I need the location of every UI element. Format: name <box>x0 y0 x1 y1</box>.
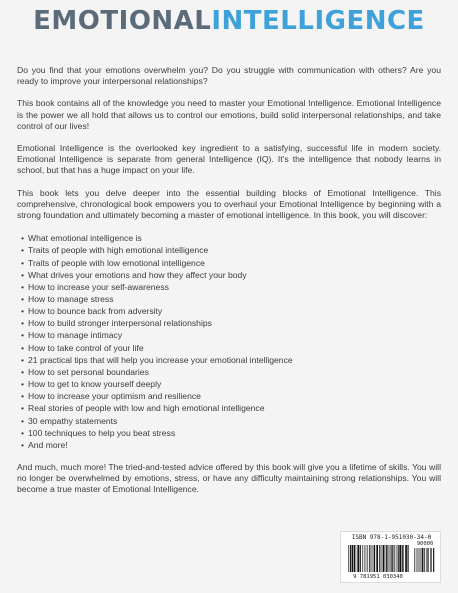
barcode-bar <box>356 545 357 572</box>
topic-list-item: • How to build stronger interpersonal relationships <box>21 317 441 329</box>
barcode-bar <box>372 545 373 572</box>
barcode-bar <box>350 545 351 572</box>
book-contents-paragraph: This book contains all of the knowledge you need to master your Emotional Intelligence. Emotional Intelligence is the power we all hold that allows us to control our emotions, build solid interpersonal relationships, and take control of our lives! <box>17 98 441 131</box>
topic-list-item: • How to increase your optimism and resilience <box>21 390 441 402</box>
barcode-bar <box>374 545 375 572</box>
topic-list <box>17 232 441 451</box>
barcode-bar <box>396 545 397 572</box>
topic-list-item: • How to set personal boundaries <box>21 366 441 378</box>
barcode-bar <box>389 545 390 572</box>
isbn-barcode <box>340 531 441 583</box>
barcode-bar <box>383 545 385 572</box>
barcode-bar <box>419 548 420 572</box>
barcode-bar <box>402 545 403 572</box>
topic-list-item: • 100 techniques to help you beat stress <box>21 427 441 439</box>
topic-list-item: • How to bounce back from adversity <box>21 305 441 317</box>
barcode-bar <box>392 545 393 572</box>
barcode-bar <box>430 548 431 572</box>
barcode-bar <box>360 545 361 572</box>
barcode-bar <box>414 548 415 572</box>
barcode-bar <box>348 545 349 572</box>
barcode-bars <box>348 545 410 572</box>
topic-list-item: • Traits of people with low emotional intelligence <box>21 257 441 269</box>
title-word-intelligence: INTELLIGENCE <box>211 6 425 36</box>
barcode-bar <box>390 545 391 572</box>
barcode-bar <box>433 548 434 572</box>
barcode-bar <box>373 545 374 572</box>
barcode-addon-bars <box>414 548 436 572</box>
topic-list-item: • Real stories of people with low and high emotional intelligence <box>21 402 441 414</box>
topic-list-item: • 30 empathy statements <box>21 415 441 427</box>
barcode-bar <box>405 545 407 572</box>
barcode-bar <box>431 548 432 572</box>
barcode-bar <box>362 545 363 572</box>
barcode-bar <box>379 545 380 572</box>
barcode-bar <box>354 545 355 572</box>
barcode-bar <box>387 545 388 572</box>
barcode-bar <box>367 545 368 572</box>
barcode-bar <box>424 548 425 572</box>
topic-list-item: • How to take control of your life <box>21 342 441 354</box>
title-word-emotional: EMOTIONAL <box>33 6 212 36</box>
barcode-bar <box>427 548 428 572</box>
barcode-bar <box>421 548 422 572</box>
discover-paragraph: This book lets you delve deeper into the essential building blocks of Emotional Intelligence. This comprehensive, chronological book empowers you to overhaul your Emotional Intelligence by beginning with a strong foundation and ultimately becoming a master of emotional intelligence. In this book, you will discover: <box>17 187 441 221</box>
book-title <box>0 6 458 36</box>
barcode-bar <box>399 545 401 572</box>
barcode-bar <box>391 545 392 572</box>
barcode-bar <box>428 548 429 572</box>
barcode-bar <box>408 545 409 572</box>
barcode-bar <box>394 545 395 572</box>
closing-paragraph: And much, much more! The tried-and-tested advice offered by this book will give you a lifetime of skills. You will no longer be overwhelmed by emotions, stress, or have any difficulty maintaining strong relationships. You will become a true master of Emotional Intelligence. <box>17 462 441 495</box>
barcode-bar <box>403 545 404 572</box>
topic-list-item: • And more! <box>21 439 441 451</box>
barcode-bar <box>426 548 427 572</box>
topic-list-item: • How to increase your self-awareness <box>21 281 441 293</box>
barcode-bar <box>398 545 399 572</box>
topic-list-item: • Traits of people with high emotional intelligence <box>21 244 441 256</box>
topic-list-item: • How to get to know yourself deeply <box>21 378 441 390</box>
barcode-addon-number: 90000 <box>416 541 434 547</box>
barcode-bar <box>416 548 417 572</box>
barcode-bar <box>369 545 370 572</box>
barcode-bar <box>364 545 365 572</box>
barcode-bar <box>376 545 378 572</box>
barcode-bar <box>352 545 354 572</box>
description-body <box>17 65 441 507</box>
topic-list-item: • What drives your emotions and how they affect your body <box>21 269 441 281</box>
barcode-bar <box>422 548 423 572</box>
overlooked-key-paragraph: Emotional Intelligence is the overlooked key ingredient to a satisfying, successful life in modern society. Emotional Intelligence is separate from general Intelligence (IQ). It's the intelligence that nobody learns in school, but that has a huge impact on your life. <box>17 143 441 176</box>
topic-list-item: • What emotional intelligence is <box>21 232 441 244</box>
topic-list-item: • 21 practical tips that will help you increase your emotional intelligence <box>21 354 441 366</box>
intro-paragraph: Do you find that your emotions overwhelm you? Do you struggle with communication with others? Are you ready to improve your interpersonal relationships? <box>17 65 441 87</box>
barcode-bar <box>357 545 359 572</box>
barcode-bar <box>382 545 383 572</box>
isbn-text: ISBN 978-1-951030-34-0 <box>351 534 432 541</box>
barcode-number: 9 781951 030340 <box>353 574 403 580</box>
barcode-bar <box>366 545 367 572</box>
topic-list-item: • How to manage stress <box>21 293 441 305</box>
barcode-bar <box>386 545 387 572</box>
topic-list-item: • How to manage intimacy <box>21 329 441 341</box>
barcode-bar <box>418 548 419 572</box>
